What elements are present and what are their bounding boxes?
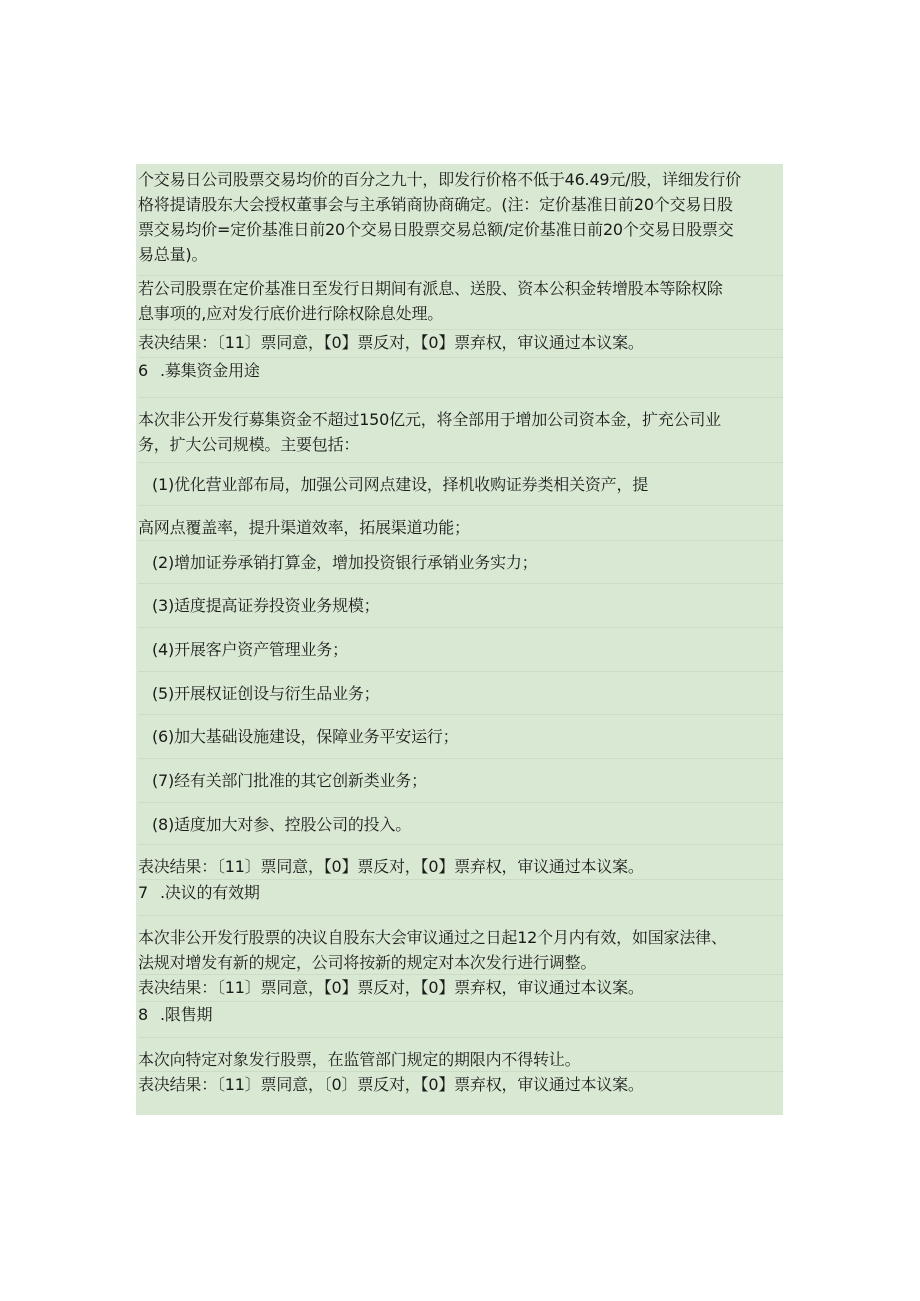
list-item xyxy=(138,628,783,672)
text-line: (5)开展权证创设与衍生品业务； xyxy=(152,684,380,703)
list-item xyxy=(138,759,783,803)
text-line: 本次非公开发行股票的决议自股东大会审议通过之日起12个月内有效，如国家法律、 xyxy=(138,928,727,947)
text-line: 若公司股票在定价基准日至发行日期间有派息、送股、资本公积金转增股本等除权除 xyxy=(138,279,723,298)
text-line: 表决结果：〔11〕票同意，〔0〕票反对，【0】票弃权，审议通过本议案。 xyxy=(138,1075,644,1094)
heading-title: .限售期 xyxy=(160,1005,213,1024)
list-item-continuation xyxy=(138,506,783,541)
text-line: 个交易日公司股票交易均价的百分之九十，即发行价格不低于46.49元/股，详细发行价 xyxy=(138,170,741,189)
section-heading-6 xyxy=(138,358,783,398)
heading-number: 6 xyxy=(138,361,148,380)
vote-result xyxy=(138,975,783,1002)
paragraph-lockup xyxy=(138,1038,783,1072)
text-line: 易总量)。 xyxy=(138,245,208,264)
text-line: 格将提请股东大会授权董事会与主承销商协商确定。(注：定价基准日前20个交易日股 xyxy=(138,195,733,214)
text-line: 高网点覆盖率，提升渠道效率，拓展渠道功能； xyxy=(138,518,470,537)
vote-result xyxy=(138,1072,783,1098)
list-item xyxy=(138,541,783,584)
list-item xyxy=(138,715,783,759)
text-line: 法规对增发有新的规定，公司将按新的规定对本次发行进行调整。 xyxy=(138,953,597,972)
list-item xyxy=(138,463,783,506)
text-line: 务，扩大公司规模。主要包括： xyxy=(138,435,360,454)
heading-number: 8 xyxy=(138,1005,148,1024)
text-line: 表决结果：〔11〕票同意，【0】票反对，【0】票弃权，审议通过本议案。 xyxy=(138,333,644,352)
text-line: 本次非公开发行募集资金不超过150亿元，将全部用于增加公司资本金，扩充公司业 xyxy=(138,410,721,429)
list-item xyxy=(138,803,783,845)
text-line: 票交易均价=定价基准日前20个交易日股票交易总额/定价基准日前20个交易日股票交 xyxy=(138,220,734,239)
vote-result xyxy=(138,330,783,358)
paragraph-issue-price xyxy=(138,167,783,276)
text-line: 表决结果：〔11〕票同意，【0】票反对，【0】票弃权，审议通过本议案。 xyxy=(138,857,644,876)
text-line: (1)优化营业部布局，加强公司网点建设，择机收购证券类相关资产，提 xyxy=(152,475,649,494)
heading-title: .决议的有效期 xyxy=(160,883,260,902)
text-line: 本次向特定对象发行股票，在监管部门规定的期限内不得转让。 xyxy=(138,1050,581,1069)
document-text-block xyxy=(136,164,783,1115)
text-line: (2)增加证券承销打算金，增加投资银行承销业务实力； xyxy=(152,553,538,572)
heading-title: .募集资金用途 xyxy=(160,361,260,380)
list-item xyxy=(138,584,783,628)
text-line: (7)经有关部门批准的其它创新类业务； xyxy=(152,771,427,790)
paragraph-ex-rights xyxy=(138,276,783,330)
text-line: (3)适度提高证券投资业务规模； xyxy=(152,596,380,615)
paragraph-fund-use xyxy=(138,398,783,463)
section-heading-7 xyxy=(138,880,783,916)
text-line: 息事项的,应对发行底价进行除权除息处理。 xyxy=(138,304,444,323)
text-line: (4)开展客户资产管理业务； xyxy=(152,640,348,659)
heading-number: 7 xyxy=(138,883,148,902)
section-heading-8 xyxy=(138,1002,783,1038)
text-line: (6)加大基础设施建设，保障业务平安运行； xyxy=(152,727,459,746)
text-line: (8)适度加大对参、控股公司的投入。 xyxy=(152,815,412,834)
vote-result xyxy=(138,845,783,880)
text-line: 表决结果：〔11〕票同意，【0】票反对，【0】票弃权，审议通过本议案。 xyxy=(138,978,644,997)
list-item xyxy=(138,672,783,715)
paragraph-validity xyxy=(138,916,783,975)
